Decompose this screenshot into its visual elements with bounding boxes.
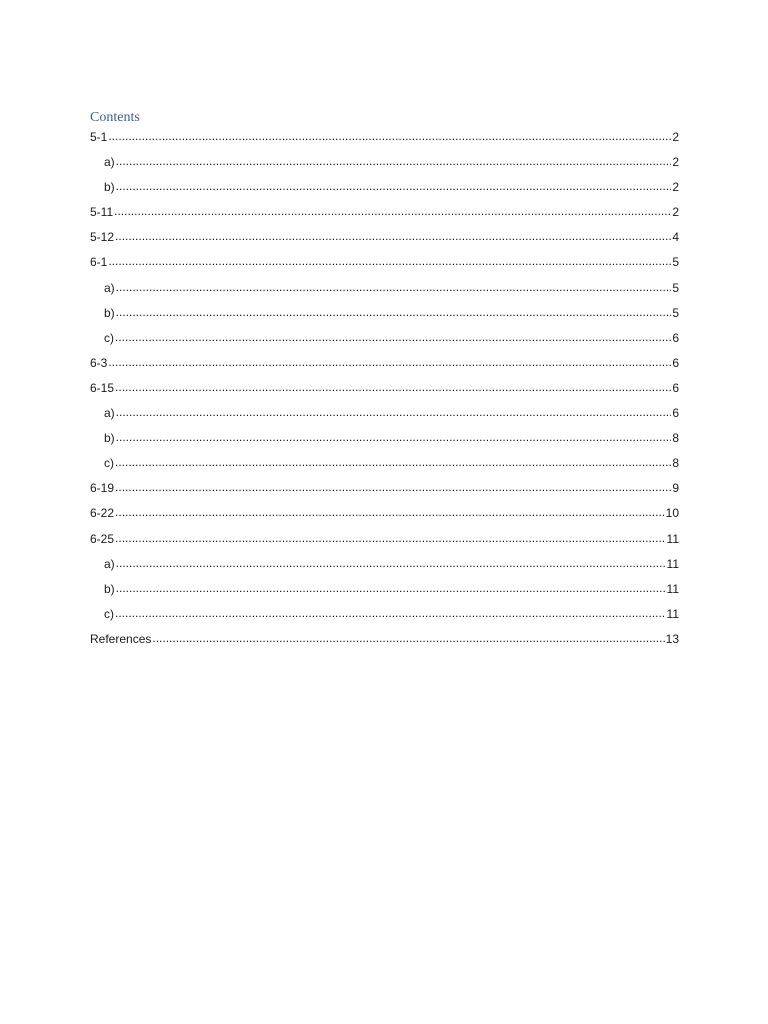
toc-entry[interactable] (90, 631, 679, 656)
toc-entry-page-number: 11 (666, 531, 679, 546)
toc-entry-page-number: 5 (672, 255, 679, 270)
toc-entry-label: a) (104, 155, 115, 170)
toc-entry-page-number: 6 (672, 406, 679, 421)
toc-entry-page-number: 2 (672, 180, 679, 195)
toc-entry[interactable] (90, 154, 679, 179)
toc-entry-page-number: 4 (672, 230, 679, 245)
toc-entry[interactable] (90, 556, 679, 581)
toc-entry-label: 6-25 (90, 531, 115, 546)
toc-entry-label: b) (104, 180, 115, 195)
toc-entry-label: a) (104, 406, 115, 421)
toc-entry[interactable] (90, 179, 679, 204)
toc-dot-leader (115, 229, 671, 241)
toc-entry-label: c) (104, 606, 114, 621)
toc-entry-label: b) (104, 305, 115, 320)
toc-entry[interactable] (90, 430, 679, 455)
toc-entry-page-number: 6 (672, 380, 679, 395)
toc-entry[interactable] (90, 606, 679, 631)
toc-entry-label: 5-11 (90, 205, 114, 220)
toc-dot-leader (114, 204, 671, 216)
toc-entry-page-number: 5 (672, 305, 679, 320)
toc-heading: Contents (90, 110, 140, 125)
toc-entry-page-number: 11 (666, 556, 679, 571)
toc-entry[interactable] (90, 204, 679, 229)
toc-dot-leader (116, 179, 672, 191)
toc-dot-leader (115, 505, 665, 517)
toc-entry[interactable] (90, 405, 679, 430)
table-of-contents (90, 129, 679, 656)
toc-entry[interactable] (90, 129, 679, 154)
toc-entry-label: 6-1 (90, 255, 108, 270)
toc-entry-label: 6-3 (90, 355, 108, 370)
toc-entry-page-number: 6 (672, 330, 679, 345)
toc-entry-page-number: 11 (666, 606, 679, 621)
toc-dot-leader (115, 380, 671, 392)
toc-entry-label: 6-22 (90, 506, 115, 521)
toc-dot-leader (116, 556, 666, 568)
toc-dot-leader (116, 154, 672, 166)
toc-entry-page-number: 2 (672, 130, 679, 144)
toc-entry-label: 6-19 (90, 481, 115, 496)
toc-dot-leader (115, 330, 671, 342)
toc-entry-label: b) (104, 431, 115, 446)
toc-entry-label: a) (104, 556, 115, 571)
toc-entry-label: b) (104, 581, 115, 596)
toc-entry-label: a) (104, 280, 115, 295)
toc-entry[interactable] (90, 280, 679, 305)
toc-entry-label: 6-15 (90, 380, 115, 395)
toc-entry[interactable] (90, 455, 679, 480)
toc-dot-leader (116, 305, 672, 317)
toc-dot-leader (152, 631, 664, 643)
toc-entry-page-number: 10 (665, 506, 679, 521)
toc-entry-page-number: 9 (672, 481, 679, 496)
toc-dot-leader (115, 531, 666, 543)
toc-entry-label: 5-12 (90, 230, 115, 245)
toc-entry-page-number: 11 (666, 581, 679, 596)
toc-dot-leader (115, 606, 666, 618)
toc-entry-page-number: 13 (665, 631, 679, 646)
toc-entry-page-number: 2 (672, 155, 679, 170)
toc-entry[interactable] (90, 254, 679, 279)
toc-entry[interactable] (90, 330, 679, 355)
toc-entry-page-number: 5 (672, 280, 679, 295)
toc-entry[interactable] (90, 229, 679, 254)
toc-dot-leader (108, 355, 671, 367)
toc-entry-page-number: 6 (672, 355, 679, 370)
toc-dot-leader (115, 480, 671, 492)
toc-entry[interactable] (90, 531, 679, 556)
toc-dot-leader (108, 129, 671, 141)
toc-dot-leader (115, 455, 671, 467)
toc-dot-leader (116, 430, 672, 442)
toc-entry[interactable] (90, 581, 679, 606)
toc-entry[interactable] (90, 355, 679, 380)
toc-entry-page-number: 8 (672, 456, 679, 471)
toc-entry[interactable] (90, 305, 679, 330)
toc-entry-label: c) (104, 330, 114, 345)
toc-entry-page-number: 2 (672, 205, 679, 220)
toc-dot-leader (108, 254, 671, 266)
toc-entry-page-number: 8 (672, 431, 679, 446)
toc-entry[interactable] (90, 380, 679, 405)
toc-entry-label: 5-1 (90, 130, 108, 144)
toc-dot-leader (116, 280, 672, 292)
toc-entry[interactable] (90, 480, 679, 505)
toc-entry-label: c) (104, 456, 114, 471)
toc-dot-leader (116, 405, 672, 417)
toc-entry-label: References (90, 631, 152, 646)
toc-dot-leader (116, 581, 666, 593)
toc-entry[interactable] (90, 505, 679, 530)
